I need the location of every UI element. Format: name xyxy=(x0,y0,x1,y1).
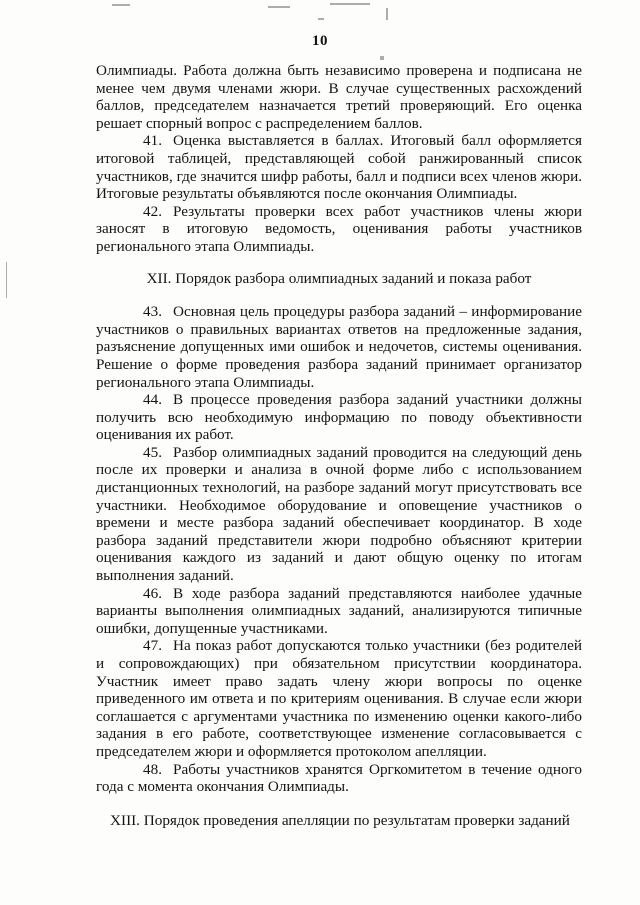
paragraph-41 xyxy=(96,132,582,202)
paragraph-45 xyxy=(96,444,582,585)
paragraph-48 xyxy=(96,761,582,796)
scan-artifact xyxy=(112,4,130,6)
paragraph-number: 48. xyxy=(143,760,162,778)
paragraph-text: В ходе разбора заданий представляются наиболее удачные варианты выполнения олимпиадных заданий, анализируются типичные ошибки, допущенные участниками. xyxy=(96,584,582,637)
paragraph-text: На показ работ допускаются только участники (без родителей и сопровождающих) при обязательном присутствии координатора. Участник имеет право задать члену жюри вопросы по оценке приведенного им ответа и по критериям оценивания. В случае если жюри соглашается с аргументами участника по изменению оценки какого-либо задания в его работе, соответствующее изменение согласовывается с председателем жюри и оформляется протоколом апелляции. xyxy=(96,637,582,760)
paragraph-text: Основная цель процедуры разбора заданий – информирование участников о правильных вариантах ответов на предложенные задания, разъяснение допущенных ими ошибок и недочетов, системы оценивания. Решение о форме проведения разбора заданий принимает организатор регионального этапа Олимпиады. xyxy=(96,303,582,391)
paragraph-number: 44. xyxy=(143,391,162,409)
page-number: 10 xyxy=(312,33,328,49)
paragraph-text: Результаты проверки всех работ участников члены жюри заносят в итоговую ведомость, оценивания работы участников регионального этапа Олимпиады. xyxy=(96,202,582,255)
paragraph-text: Разбор олимпиадных заданий проводится на следующий день после их проверки и анализа в очной форме либо с использованием дистанционных технологий, на разборе заданий могут присутствовать все участники. Необходимое оборудование и оповещение участников о времени и месте разбора заданий обеспечивает координатор. В ходе разбора заданий представители жюри подробно объясняют критерии оценивания каждого из заданий и дают общую оценку по итогам выполнения заданий. xyxy=(96,443,582,585)
scan-artifact xyxy=(380,56,384,60)
paragraph-text: Оценка выставляется в баллах. Итоговый балл оформляется итоговой таблицей, представляющей собой ранжированный список участников, где значится шифр работы, балл и подписи всех членов жюри. Итоговые результаты объявляются после окончания Олимпиады. xyxy=(96,132,582,203)
paragraph-43 xyxy=(96,303,582,391)
scan-artifact xyxy=(6,262,7,298)
scan-artifact xyxy=(386,8,388,20)
paragraph-42 xyxy=(96,203,582,256)
paragraph-text: Олимпиады. Работа должна быть независимо проверена и подписана не менее чем двумя членами жюри. В случае существенных расхождений баллов, председателем назначается третий проверяющий. Его оценка решает спорный вопрос с распределением баллов. xyxy=(96,62,582,132)
paragraph-text: В процессе проведения разбора заданий участники должны получить всю необходимую информацию по поводу объективности оценивания их работ. xyxy=(96,391,582,444)
paragraph-47 xyxy=(96,637,582,760)
scan-artifact xyxy=(268,6,290,8)
section-heading-13: XIII. Порядок проведения апелляции по результатам проверки заданий xyxy=(110,811,570,829)
paragraph-continued xyxy=(96,62,582,132)
paragraph-number: 42. xyxy=(143,202,162,220)
scan-artifact xyxy=(330,3,370,5)
paragraph-46 xyxy=(96,585,582,638)
paragraph-number: 43. xyxy=(143,303,162,321)
paragraph-text: Работы участников хранятся Оргкомитетом в течение одного года с момента окончания Олимпиады. xyxy=(96,760,582,796)
document-body xyxy=(96,62,582,829)
paragraph-number: 45. xyxy=(143,443,162,461)
paragraph-number: 47. xyxy=(143,637,162,655)
paragraph-number: 41. xyxy=(143,132,162,150)
paragraph-44 xyxy=(96,391,582,444)
paragraph-number: 46. xyxy=(143,584,162,602)
scan-artifact xyxy=(318,18,324,20)
section-heading-12: XII. Порядок разбора олимпиадных заданий и показа работ xyxy=(146,269,532,287)
